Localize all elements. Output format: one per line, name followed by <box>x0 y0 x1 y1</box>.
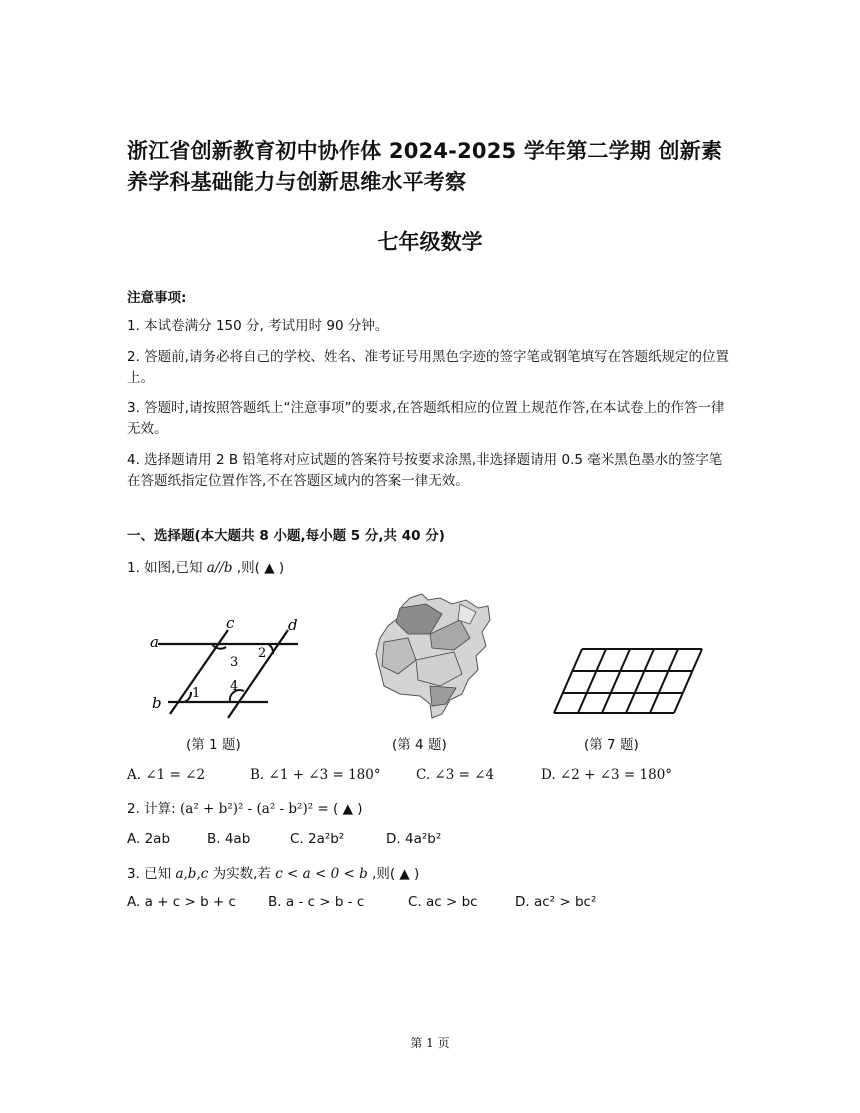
question-2 <box>127 797 363 817</box>
fig1-label-1: 1 <box>192 686 201 701</box>
figure-4-caption: (第 4 题) <box>392 737 447 753</box>
fig1-label-c: c <box>226 614 235 632</box>
figures-row <box>0 590 860 750</box>
question-1-math: a//b <box>206 560 233 576</box>
question-3-suffix: ,则( ▲ ) <box>372 866 420 882</box>
q2-option-b: B. 4ab <box>207 831 251 847</box>
question-1-suffix: ,则( ▲ ) <box>236 560 285 576</box>
question-3-middle: 为实数,若 <box>212 866 271 882</box>
fig1-label-d: d <box>288 616 298 634</box>
section-heading: 一、选择题(本大题共 8 小题,每小题 5 分,共 40 分) <box>127 528 445 544</box>
q1-option-c: C. ∠3 = ∠4 <box>416 767 495 783</box>
question-3-math-2: c < a < 0 < b <box>275 866 368 882</box>
page-title: 浙江省创新教育初中协作体 2024-2025 学年第二学期 创新素养学科基础能力与创新思维水平考察 <box>127 139 723 194</box>
question-3 <box>127 862 419 882</box>
q3-option-a: A. a + c > b + c <box>127 894 236 910</box>
question-3-math-1: a,b,c <box>175 866 209 882</box>
fig1-label-4: 4 <box>230 679 239 694</box>
notice-item-3: 3. 答题时,请按照答题纸上“注意事项”的要求,在答题纸相应的位置上规范作答,在本试卷上的作答一律无效。 <box>127 400 725 437</box>
notice-item-2: 2. 答题前,请务必将自己的学校、姓名、准考证号用黑色字迹的签字笔或钢笔填写在答题纸规定的位置上。 <box>127 349 729 386</box>
notice-heading: 注意事项: <box>127 290 187 306</box>
q3-option-b: B. a - c > b - c <box>268 894 365 910</box>
figure-7-grid <box>552 645 707 717</box>
fig1-label-3: 3 <box>230 655 239 670</box>
figure-7-caption: (第 7 题) <box>584 737 639 753</box>
q1-option-d: D. ∠2 + ∠3 = 180° <box>541 767 673 783</box>
q2-option-d: D. 4a²b² <box>386 831 442 847</box>
notice-item-4: 4. 选择题请用 2 B 铅笔将对应试题的答案符号按要求涂黑,非选择题请用 0.5 毫米黑色墨水的签字笔在答题纸指定位置作答,不在答题区域内的答案一律无效。 <box>127 452 723 489</box>
question-3-prefix: 3. 已知 <box>127 866 172 882</box>
page-subtitle: 七年级数学 <box>377 230 483 254</box>
q1-option-b: B. ∠1 + ∠3 = 180° <box>250 767 381 783</box>
page-number: 第 1 页 <box>410 1036 450 1050</box>
question-2-prefix: 2. 计算: <box>127 801 176 817</box>
q2-option-c: C. 2a²b² <box>290 831 345 847</box>
q2-option-a: A. 2ab <box>127 831 171 847</box>
figure-1-caption: (第 1 题) <box>186 737 241 753</box>
question-2-math: (a² + b²)² - (a² - b²)² = <box>180 801 329 817</box>
question-1-prefix: 1. 如图,已知 <box>127 560 203 576</box>
question-1 <box>127 556 284 576</box>
figure-1-parallel-lines <box>150 610 310 720</box>
question-2-suffix: ( ▲ ) <box>333 801 363 817</box>
q1-option-a: A. ∠1 = ∠2 <box>127 767 206 783</box>
fig1-label-2: 2 <box>258 646 267 661</box>
fig1-label-a: a <box>150 633 159 651</box>
q3-option-d: D. ac² > bc² <box>515 894 597 910</box>
figure-4-map <box>370 590 495 720</box>
notice-item-1: 1. 本试卷满分 150 分, 考试用时 90 分钟。 <box>127 318 389 334</box>
q3-option-c: C. ac > bc <box>408 894 478 910</box>
fig1-label-b: b <box>152 694 162 712</box>
